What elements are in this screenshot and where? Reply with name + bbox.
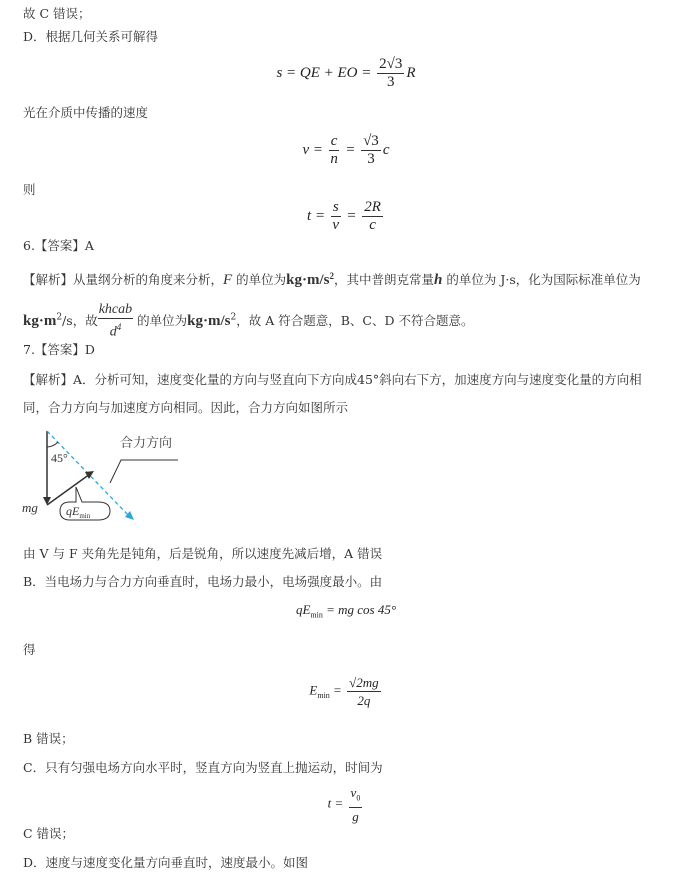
text-line: D．根据几何关系可解得 (23, 29, 159, 44)
text-line: 【解析】A．分析可知，速度变化量的方向与竖直向下方向成45°斜向右下方，加速度方向与速度变化量的方向相 (23, 372, 642, 387)
text-line: 由 V 与 F 夹角先是钝角，后是锐角，所以速度先减后增，A 错误 (23, 546, 383, 561)
direction-label: 合力方向 (120, 436, 173, 451)
text-line: 则 (23, 182, 36, 197)
mg-label: mg (22, 500, 38, 515)
text-line: B 错误； (23, 731, 74, 746)
analysis-6-line1: 【解析】从量纲分析的角度来分析，F 的单位为$kg\cdot m/s^2$，其中普朗克常量h 的单位为 J·s，化为国际标准单位为 (23, 271, 641, 289)
equation-v: v = $\frac{c}{n}$ = $\frac{√3}{3}$ c (302, 133, 390, 167)
equation-t: t = $\frac{s}{v}$ = $\frac{2R}{c}$ (307, 199, 381, 233)
text-line: 同，合力方向与加速度方向相同。因此，合力方向如图所示 (23, 400, 349, 415)
equation-qEmin: $qE_{min}$ = mg cos 45° (295, 602, 397, 620)
answer-heading-6: 6.【答案】A (23, 238, 94, 253)
analysis-6-line2: $kg\cdot m^2/s$，故 $\frac{\text{khcab}}{d^4}$ 的单位为$kg\cdot m/s^2$，故 A 符合题意，B、C、D 不符合题意。 (23, 302, 474, 340)
text-line: C．只有匀强电场方向水平时，竖直方向为竖直上抛运动，时间为 (23, 760, 383, 775)
equation-s: s = QE + EO = $\frac{2√3}{3}$ R (276, 56, 416, 90)
force-diagram (18, 425, 198, 535)
text-line: 光在介质中传播的速度 (23, 105, 149, 120)
text-line: D．速度与速度变化量方向垂直时，速度最小。如图 (23, 855, 309, 870)
equation-t-v0: t = $\frac{v_0}{g}$ (327, 785, 361, 824)
text-line: 得 (23, 642, 36, 657)
text-line: B．当电场力与合力方向垂直时，电场力最小，电场强度最小。由 (23, 574, 383, 589)
svg-text:qEmin: $qE_{min}$ (66, 504, 91, 520)
text-line: 故 C 错误； (23, 6, 91, 21)
angle-label: 45° (51, 451, 68, 465)
text-line: C 错误； (23, 826, 75, 841)
answer-heading-7: 7.【答案】D (23, 342, 95, 357)
equation-Emin: $E_{min}$ = $\frac{√2mg}{2q}$ (309, 675, 379, 708)
